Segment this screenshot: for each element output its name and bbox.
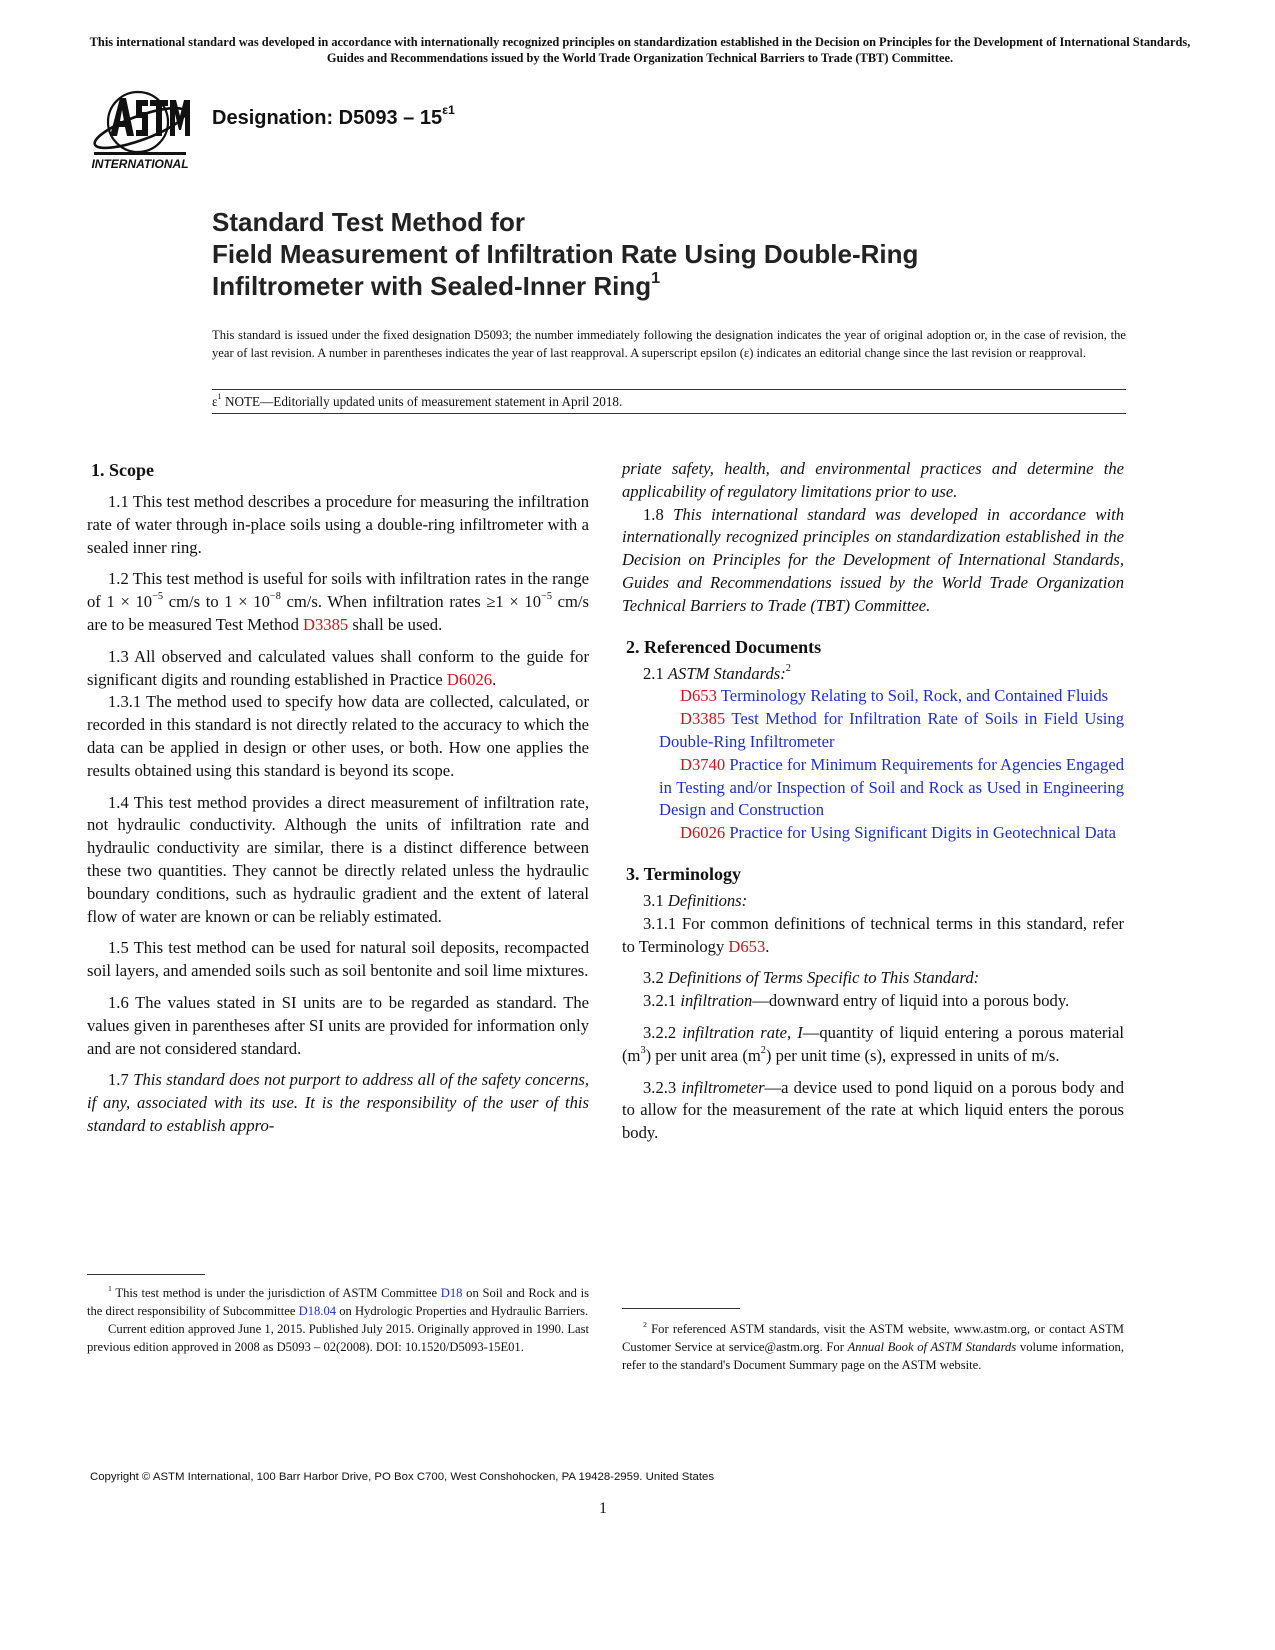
paragraph-1-6: 1.6 The values stated in SI units are to be regarded as standard. The values given in parentheses after SI units are provided for information only and are not considered standard.	[87, 992, 589, 1058]
title-footnote-ref[interactable]: 1	[651, 268, 661, 287]
title-line-2: Field Measurement of Infiltration Rate Using Double-Ring	[212, 239, 919, 269]
paragraph-1-3-1: 1.3.1 The method used to specify how data are collected, calculated, or recorded in this standard is not directly related to the accuracy to which the data can be applied in design or other uses, or both. How one applies the results obtained using this standard is beyond its scope.	[87, 692, 589, 780]
ref-d3740[interactable]: D3740 Practice for Minimum Requirements for Agencies Engaged in Testing and/or Inspection of Soil and Rock as Used in Engineering Design and Construction	[659, 754, 1124, 820]
divider	[212, 413, 1126, 414]
page-number: 1	[599, 1500, 607, 1517]
ref-d3385[interactable]: D3385 Test Method for Infiltration Rate of Soils in Field Using Double-Ring Infiltrometer	[659, 709, 1124, 751]
paragraph-3-1: 3.1 Definitions:	[643, 890, 748, 910]
right-column	[622, 458, 1124, 1145]
issued-note: This standard is issued under the fixed designation D5093; the number immediately following the designation indicates the year of original adoption or, in the case of revision, the year of last revision. A number in parentheses indicates the year of last reapproval. A superscript epsilon (ε) indicates an editorial change since the last revision or reapproval.	[212, 328, 1126, 360]
link-d6026[interactable]: D6026	[446, 669, 493, 689]
footnote-2: $^2$ For referenced ASTM standards, visit the ASTM website, www.astm.org, or contact ASTM Customer Service at service@astm.org. For Annual Book of ASTM Standards volume information, refer to the standard's Document Summary page on the ASTM website.	[622, 1319, 1124, 1372]
paragraph-1-5: 1.5 This test method can be used for natural soil deposits, recompacted soil layers, and amended soils such as soil bentonite and soil lime mixtures.	[87, 938, 589, 981]
editorial-note: $\varepsilon^1$ NOTE—Editorially updated units of measurement statement in April 2018.	[212, 392, 623, 409]
link-d18[interactable]: D18	[440, 1286, 463, 1300]
footnote-divider	[622, 1308, 740, 1309]
top-notice: This international standard was developed in accordance with internationally recognized principles on standardization established in the Decision on Principles for the Development of International Standards, Guides and Recommendations issued by the World Trade Organization Technical Barriers to Trade (TBT) Committee.	[89, 35, 1191, 65]
divider	[212, 389, 1126, 390]
paragraph-3-2-3: 3.2.3 infiltrometer—a device used to pond liquid on a porous body and to allow for the measurement of the rate at which liquid enters the porous body.	[622, 1077, 1124, 1143]
paragraph-1-4: 1.4 This test method provides a direct measurement of infiltration rate, not hydraulic conductivity. Although the units of infiltration rate and hydraulic conductivity are similar, there is a distinct difference between these two quantities. They cannot be directly related unless the hydraulic boundary conditions, such as hydraulic gradient and the extent of lateral flow of water are known or can be reliably estimated.	[87, 792, 589, 926]
ref-d6026[interactable]: D6026 Practice for Using Significant Digits in Geotechnical Data	[680, 823, 1116, 843]
footnote-1-edition: Current edition approved June 1, 2015. Published July 2015. Originally approved in 1990. Last previous edition approved in 2008 as D5093 – 02(2008). DOI: 10.1520/D5093-15E01.	[87, 1322, 589, 1354]
paragraph-1-7: 1.7 This standard does not purport to address all of the safety concerns, if any, associated with its use. It is the responsibility of the user of this standard to establish appro-	[87, 1070, 589, 1135]
copyright-notice: Copyright © ASTM International, 100 Barr Harbor Drive, PO Box C700, West Conshohocken, PA 19428-2959. United States	[90, 1471, 715, 1483]
paragraph-1-8: 1.8 This international standard was developed in accordance with internationally recognized principles on standardization established in the Decision on Principles for the Development of International Standards, Guides and Recommendations issued by the World Trade Organization Technical Barriers to Trade (TBT) Committee.	[622, 504, 1125, 615]
astm-logo-icon	[90, 84, 200, 178]
paragraph-3-1-1: 3.1.1 For common definitions of technical terms in this standard, refer to Terminology D653.	[622, 913, 1124, 956]
paragraph-1-2: 1.2 This test method is useful for soils with infiltration rates in the range of $1 \times 10^{-5}$ cm/s to $1 \times 10^{-8}$ cm/s. When infiltration rates $\ge 1 \times 10^{-5}$ cm/s are to be measured Test Method D3385 shall be used.	[87, 569, 589, 634]
footnote-divider	[87, 1274, 205, 1275]
link-d18-04[interactable]: D18.04	[298, 1304, 337, 1318]
astm-international-logo	[90, 84, 200, 178]
ref-d653[interactable]: D653 Terminology Relating to Soil, Rock, and Contained Fluids	[680, 686, 1109, 706]
section-heading-referenced-documents: 2. Referenced Documents	[626, 636, 822, 657]
title-line-1: Standard Test Method for	[212, 207, 525, 237]
paragraph-3-2-1: 3.2.1 infiltration—downward entry of liquid into a porous body.	[643, 991, 1070, 1011]
designation	[212, 103, 455, 130]
section-heading-scope: 1. Scope	[91, 460, 154, 480]
section-heading-terminology: 3. Terminology	[626, 863, 742, 884]
designation-label: Designation: D5093 – 15	[212, 107, 443, 129]
paragraph-3-2-2: 3.2.2 infiltration rate, I—quantity of liquid entering a porous material $(m^3)$ per unit area $(m^2)$ per unit time (s), expressed in units of m/s.	[622, 1022, 1124, 1065]
paragraph-1-1: 1.1 This test method describes a procedure for measuring the infiltration rate of water through in-place soils using a double-ring infiltrometer with a sealed inner ring.	[87, 492, 589, 557]
paragraph-1-7-continued: priate safety, health, and environmental practices and determine the applicability of regulatory limitations prior to use.	[622, 459, 1124, 501]
title-line-3: Infiltrometer with Sealed-Inner Ring$^1$	[212, 268, 661, 301]
paragraph-1-3: 1.3 All observed and calculated values shall conform to the guide for significant digits and rounding established in Practice D6026.	[87, 646, 589, 689]
footnote-1: $^1$ This test method is under the jurisdiction of ASTM Committee D18 on Soil and Rock and is the direct responsibility of Subcommittee D18.04 on Hydrologic Properties and Hydraulic Barriers. Current edition approved June 1, 2015. Published July 2015. Originally approved in 1990. Last previous edition approved in 2008 as D5093 – 02(2008). DOI: 10.1520/D5093-15E01.	[87, 1283, 589, 1354]
document-title	[212, 206, 1212, 302]
link-d3385[interactable]: D3385	[303, 614, 349, 634]
paragraph-3-2: 3.2 Definitions of Terms Specific to This Standard:	[643, 968, 980, 988]
link-d653[interactable]: D653	[728, 936, 766, 956]
paragraph-2-1: 2.1 ASTM Standards:$^2$	[643, 662, 791, 683]
left-column	[87, 458, 589, 1137]
svg-text:INTERNATIONAL: INTERNATIONAL	[91, 157, 189, 171]
designation-epsilon: ε1	[442, 103, 455, 118]
